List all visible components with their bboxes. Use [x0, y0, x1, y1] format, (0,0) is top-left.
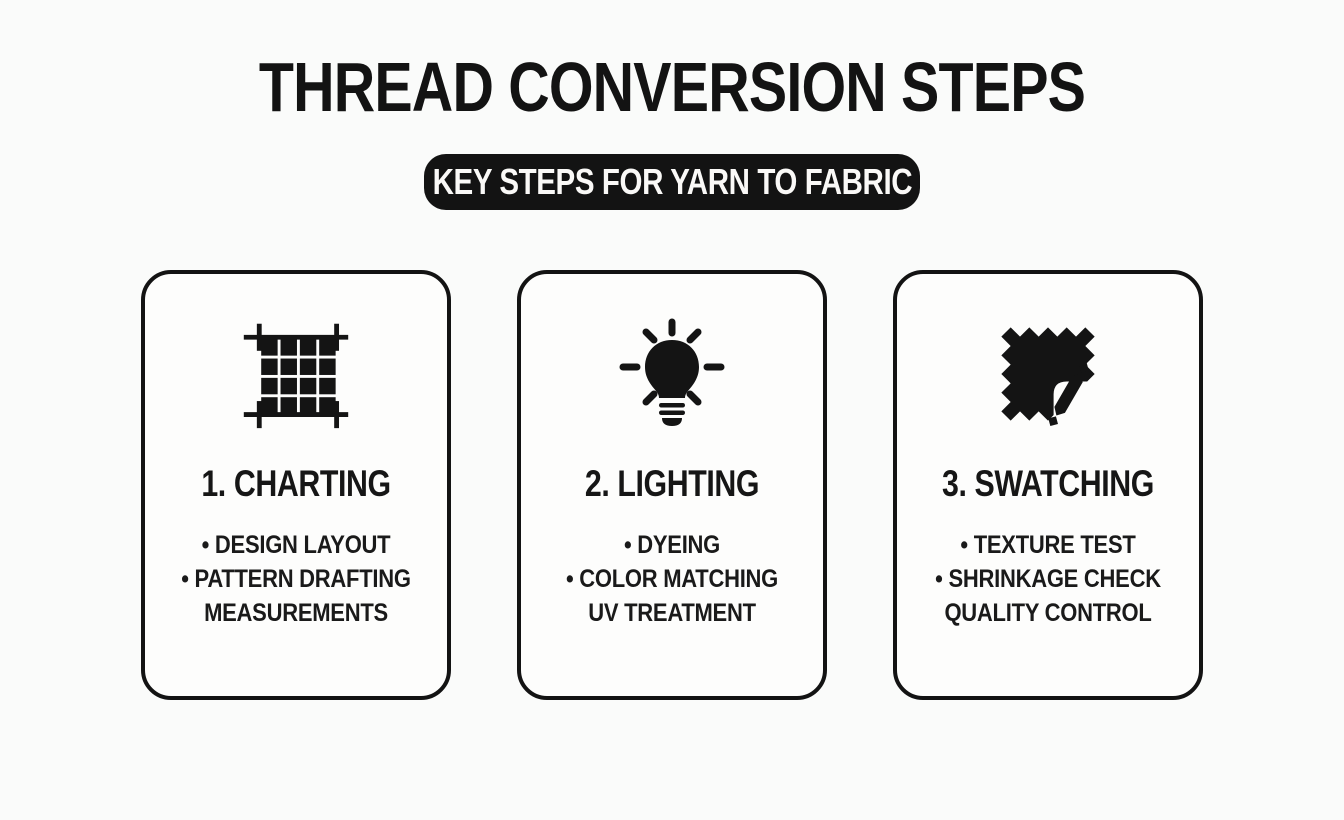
card-swatching — [893, 270, 1203, 700]
card-charting-icon-box — [238, 314, 354, 434]
card-swatching-icon-box — [992, 314, 1104, 434]
list-item: • DESIGN LAYOUT — [201, 531, 391, 560]
grid-icon — [238, 316, 354, 432]
card-charting-title: 1. CHARTING — [201, 463, 391, 504]
list-item: • COLOR MATCHING — [565, 565, 779, 594]
card-charting-items — [145, 528, 447, 630]
list-item: • PATTERN DRAFTING — [181, 565, 411, 594]
list-item: • TEXTURE TEST — [960, 531, 1136, 560]
list-item: MEASUREMENTS — [204, 599, 388, 628]
card-lighting-items — [521, 528, 823, 630]
card-lighting-title: 2. LIGHTING — [584, 463, 760, 504]
card-lighting — [517, 270, 827, 700]
badge-row — [0, 154, 1344, 210]
infographic — [0, 48, 1344, 820]
steps-row — [0, 270, 1344, 700]
list-item: UV TREATMENT — [588, 599, 756, 628]
card-charting — [141, 270, 451, 700]
list-item: • DYEING — [623, 531, 721, 560]
swatch-icon — [992, 318, 1104, 430]
lightbulb-icon — [612, 314, 732, 434]
list-item: • SHRINKAGE CHECK — [935, 565, 1161, 594]
card-swatching-items — [897, 528, 1199, 630]
card-swatching-title: 3. SWATCHING — [942, 463, 1154, 504]
card-lighting-icon-box — [612, 314, 732, 434]
page-title: THREAD CONVERSION STEPS — [258, 48, 1086, 126]
list-item: QUALITY CONTROL — [944, 599, 1152, 628]
subtitle-badge-label: KEY STEPS FOR YARN TO FABRIC — [432, 161, 912, 202]
subtitle-badge — [424, 154, 920, 210]
